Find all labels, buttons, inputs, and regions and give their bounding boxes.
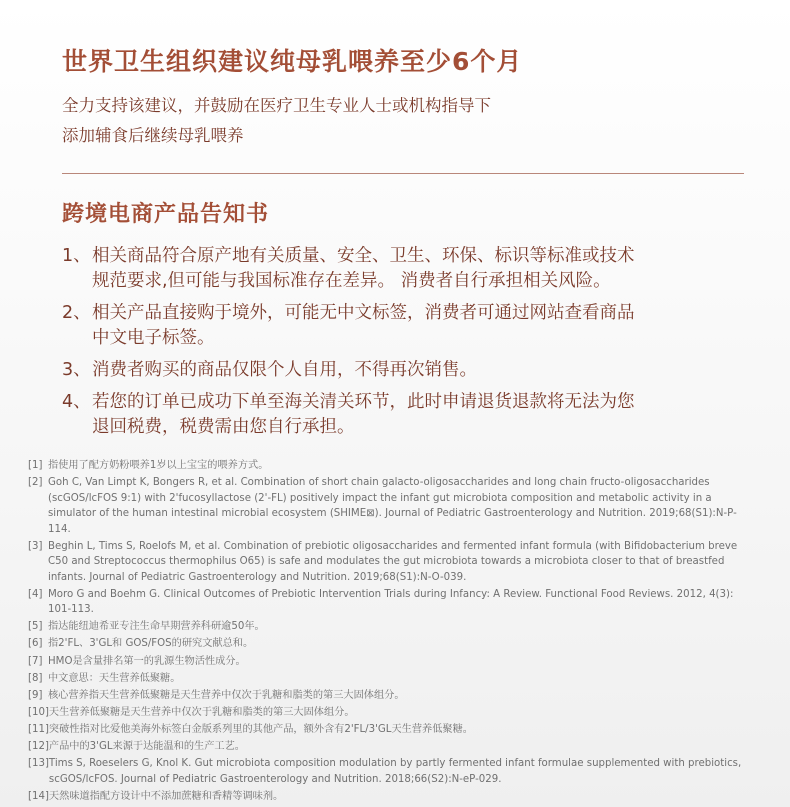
reference-item [28,756,748,787]
notice-item [62,301,762,351]
notice-item-line2: 中文电子标签。 [92,328,215,348]
intro-line-2: 添加辅食后继续母乳喂养 [62,126,244,145]
intro-line-1: 全力支持该建议，并鼓励在医疗卫生专业人士或机构指导下 [62,96,491,115]
reference-id: [5] [28,621,43,633]
notice-list [62,244,762,447]
notice-item-line1: 消费者购买的商品仅限个人自用，不得再次销售。 [92,360,477,380]
reference-item [28,705,748,721]
reference-text: 指使用了配方奶粉喂养1岁以上宝宝的喂养方式。 [48,460,269,471]
reference-text: 中文意思：天生营养低聚糖。 [48,672,181,684]
reference-item [28,539,748,586]
reference-item [28,475,748,537]
notice-item-number: 4、 [62,392,91,412]
notice-item [62,244,762,294]
reference-item [28,739,748,755]
reference-text: 指达能纽迪希亚专注生命早期营养科研逾50年。 [48,621,265,633]
notice-item-line2: 退回税费，税费需由您自行承担。 [92,417,355,437]
notice-item-line1: 相关产品直接购于境外，可能无中文标签，消费者可通过网站查看商品 [92,303,635,323]
reference-id: [12] [28,741,49,753]
reference-text: Tims S, Roeselers G, Knol K. Gut microbiota composition modulation by partly fermented infant formulae supplemented with prebiotics, scGOS/lcFOS. Journal of Pediatric Gastroenterology and Nutrition. 2018;66(S2):N-eP-029. [48,758,742,785]
reference-text: 核心营养指天生营养低聚糖是天生营养中仅次于乳糖和脂类的第三大固体组分。 [48,689,405,701]
notice-item-line1: 若您的订单已成功下单至海关清关环节，此时申请退货退款将无法为您 [92,392,635,412]
reference-id: [9] [28,689,43,701]
reference-id: [8] [28,672,43,684]
notice-item-line2: 规范要求,但可能与我国标准存在差异。 消费者自行承担相关风险。 [92,271,611,291]
reference-id: [3] [28,540,43,552]
reference-text: 产品中的3'GL来源于达能温和的生产工艺。 [48,741,245,753]
reference-text: 指2'FL、3'GL和 GOS/FOS的研究文献总和。 [48,638,254,650]
reference-item [28,789,748,805]
reference-item [28,619,748,635]
reference-item [28,636,748,652]
reference-id: [4] [28,588,43,600]
reference-id: [6] [28,638,43,650]
notice-item-line1: 相关商品符合原产地有关质量、安全、卫生、环保、标识等标准或技术 [92,246,635,266]
reference-text: Moro G and Boehm G. Clinical Outcomes of Prebiotic Intervention Trials during Infancy: A Review. Functional Food Reviews. 2012, 4(3): 101-113. [48,588,734,616]
reference-id: [10] [28,706,49,718]
notice-item [62,358,762,383]
reference-text: Goh C, Van Limpt K, Bongers R, et al. Combination of short chain galacto-oligosaccharides and long chain fructo-oligosaccharides (scGOS/lcFOS 9:1) with 2'fucosyllactose (2'-FL) positively impact the infant gut microbiota composition and metabolic activity in a simulator of the human intestinal microbial ecosystem (SHIME⊠). Journal of Pediatric Gastroenterology and Nutrition. 2019;68(S1):N-P-114. [48,477,737,535]
reference-text: 突破性指对比爱他美海外标签白金版系列里的其他产品，额外含有2'FL/3'GL天生营养低聚糖。 [48,723,473,735]
reference-id: [13] [28,758,49,770]
reference-id: [2] [28,477,43,489]
reference-item [28,722,748,738]
notice-title: 跨境电商产品告知书 [62,202,270,227]
reference-item [28,688,748,704]
reference-item [28,654,748,670]
reference-text: HMO是含量排名第一的乳源生物活性成分。 [48,655,246,667]
reference-item [28,587,748,618]
references-list [28,458,748,806]
reference-item [28,671,748,687]
reference-text: 天生营养低聚糖是天生营养中仅次于乳糖和脂类的第三大固体组分。 [48,706,355,718]
notice-item-number: 2、 [62,303,91,323]
reference-item [28,458,748,474]
page-headline: 世界卫生组织建议纯母乳喂养至少6个月 [62,47,523,76]
divider [62,173,744,174]
notice-item-number: 1、 [62,246,91,266]
reference-text: 天然味道指配方设计中不添加蔗糖和香精等调味剂。 [48,790,284,802]
reference-id: [14] [28,790,49,802]
notice-item [62,390,762,440]
notice-item-number: 3、 [62,360,91,380]
reference-text: Beghin L, Tims S, Roelofs M, et al. Combination of prebiotic oligosaccharides and fermented infant formula (with Bifidobacterium breve C50 and Streptococcus thermophilus O65) is safe and modulates the gut microbiota towards a microbiota closer to that of breastfed infants. Journal of Pediatric Gastroenterology and Nutrition. 2019;68(S1):N-O-039. [48,540,738,583]
reference-id: [7] [28,655,43,667]
reference-id: [11] [28,723,49,735]
reference-id: [1] [28,460,43,471]
